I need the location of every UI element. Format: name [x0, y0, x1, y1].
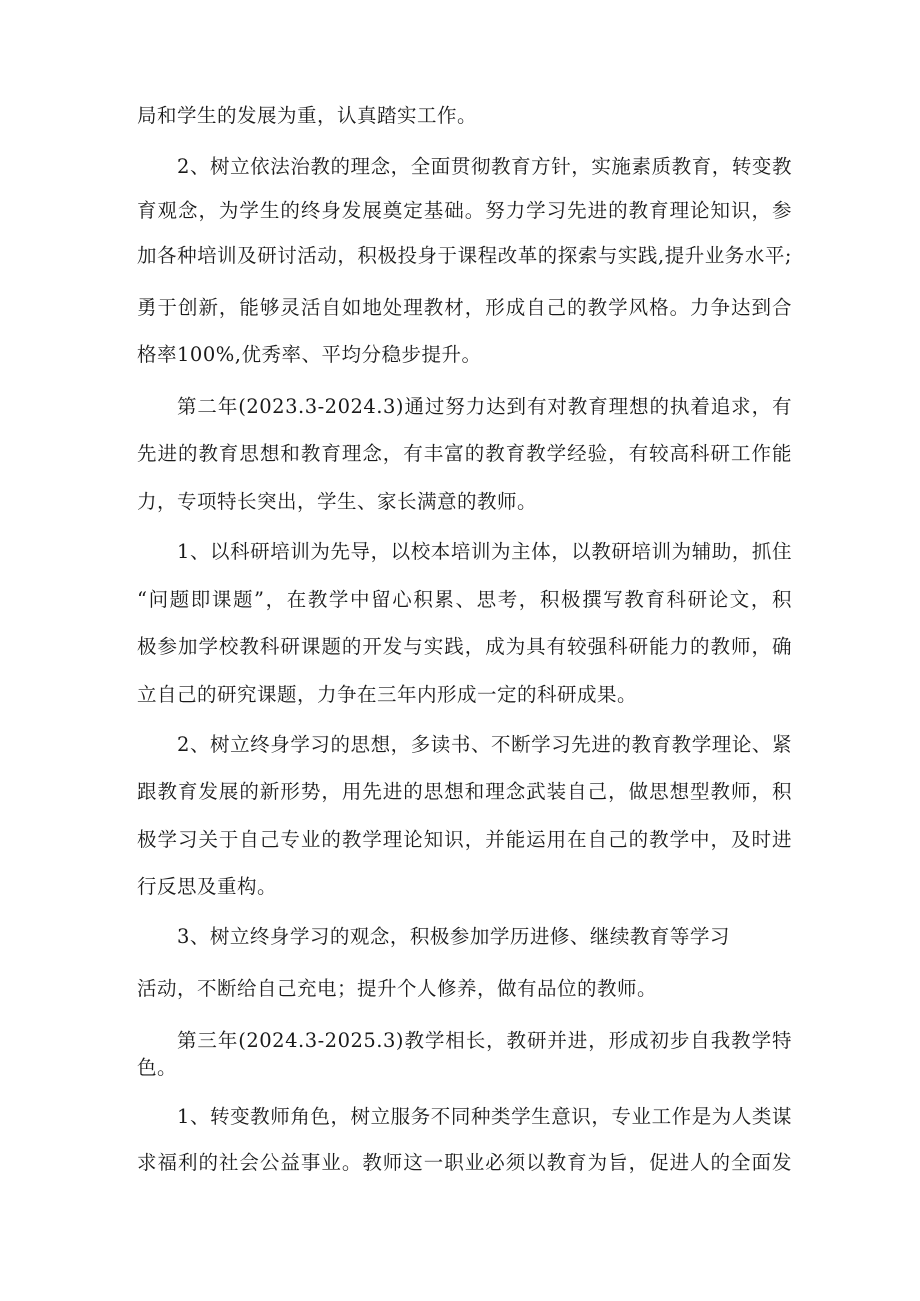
text-line: 第二年(2023.3-2024.3)通过努力达到有对教育理想的执着追求，有 [177, 395, 792, 418]
text-line: 活动，不断给自己充电；提升个人修养，做有品位的教师。 [137, 977, 658, 1000]
text-line: 求福利的社会公益事业。教师这一职业必须以教育为旨，促进人的全面发 [137, 1151, 792, 1174]
text-line: 行反思及重构。 [137, 875, 278, 898]
text-line: 极参加学校教科研课题的开发与实践，成为具有较强科研能力的教师，确 [137, 635, 792, 658]
text-line: 3、树立终身学习的观念，积极参加学历进修、继续教育等学习 [177, 925, 730, 948]
text-line: “问题即课题”，在教学中留心积累、思考，积极撰写教育科研论文，积 [137, 588, 792, 611]
text-line: 1、转变教师角色，树立服务不同种类学生意识，专业工作是为人类谋 [177, 1105, 792, 1128]
text-line: 先进的教育思想和教育理念，有丰富的教育教学经验，有较高科研工作能 [137, 442, 792, 465]
text-line: 局和学生的发展为重，认真踏实工作。 [137, 104, 478, 127]
text-line: 1、以科研培训为先导，以校本培训为主体，以教研培训为辅助，抓住 [177, 540, 792, 563]
text-line: 立自己的研究课题，力争在三年内形成一定的科研成果。 [137, 683, 638, 706]
text-line: 勇于创新，能够灵活自如地处理教材，形成自己的教学风格。力争达到合 [137, 296, 792, 319]
text-line: 加各种培训及研讨活动，积极投身于课程改革的探索与实践,提升业务水平; [137, 244, 792, 267]
text-line: 色。 [137, 1056, 178, 1079]
text-line: 跟教育发展的新形势，用先进的思想和理念武装自己，做思想型教师，积 [137, 780, 792, 803]
text-line: 2、树立依法治教的理念，全面贯彻教育方针，实施素质教育，转变教 [177, 155, 792, 178]
text-line: 育观念，为学生的终身发展奠定基础。努力学习先进的教育理论知识，参 [137, 199, 792, 222]
text-line: 极学习关于自己专业的教学理论知识，并能运用在自己的教学中，及时进 [137, 828, 792, 851]
text-line: 力，专项特长突出，学生、家长满意的教师。 [137, 490, 538, 513]
text-line: 第三年(2024.3-2025.3)教学相长，教研并进，形成初步自我教学特 [177, 1029, 792, 1052]
text-line: 2、树立终身学习的思想，多读书、不断学习先进的教育教学理论、紧 [177, 733, 792, 756]
text-line: 格率100%,优秀率、平均分稳步提升。 [137, 343, 482, 366]
